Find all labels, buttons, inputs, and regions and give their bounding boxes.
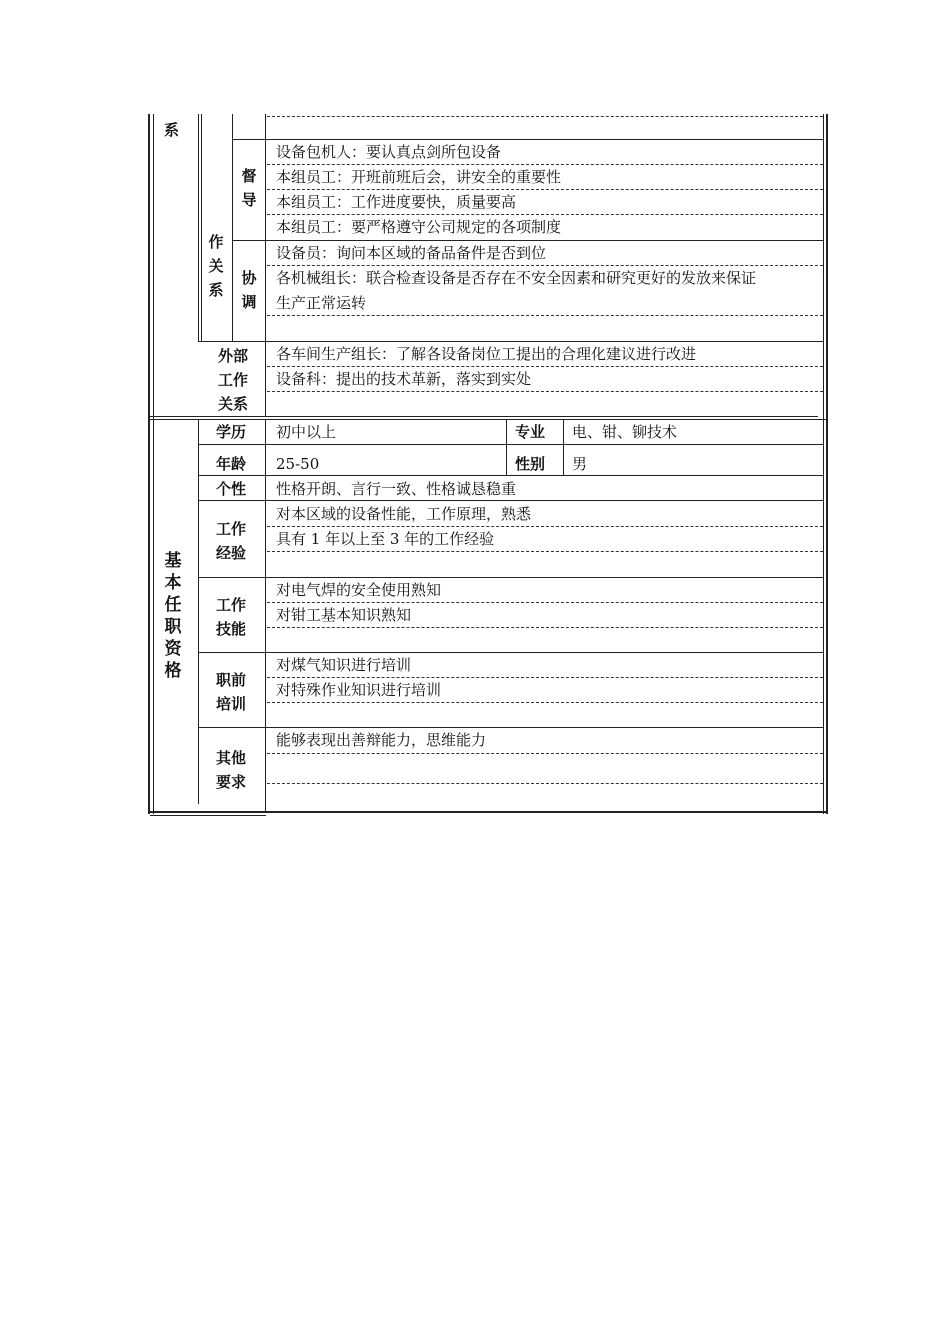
training-label: 职前 培训 — [216, 671, 247, 713]
section-label-qualifications: 基 本 任 职 资 格 — [164, 551, 182, 681]
age-value: 25-50 — [276, 455, 320, 473]
external-item: 各车间生产组长：了解各设备岗位工提出的合理化建议进行改进 — [276, 345, 697, 363]
supervise-item: 本组员工：开班前班后会，讲安全的重要性 — [276, 168, 562, 186]
section-label-relations: 系 — [164, 121, 180, 139]
major-value: 电、钳、铆技术 — [572, 423, 678, 441]
inner-relations-label: 作 关 系 — [208, 233, 224, 299]
other-requirements-label: 其他 要求 — [216, 749, 247, 791]
coordinate-label: 协 调 — [241, 269, 257, 311]
skills-item: 对电气焊的安全使用熟知 — [276, 581, 442, 599]
external-label: 外部 工作 关系 — [217, 347, 248, 413]
training-item: 对特殊作业知识进行培训 — [276, 681, 442, 699]
coordinate-item: 各机械组长：联合检查设备是否存在不安全因素和研究更好的发放来保证 — [276, 269, 757, 287]
skills-label: 工作 技能 — [216, 596, 247, 638]
age-label: 年龄 — [216, 455, 247, 473]
education-value: 初中以上 — [276, 423, 337, 441]
supervise-item: 本组员工：要严格遵守公司规定的各项制度 — [276, 218, 562, 236]
training-item: 对煤气知识进行培训 — [276, 656, 412, 674]
coordinate-item: 设备员：询问本区域的备品备件是否到位 — [276, 244, 547, 262]
supervise-item: 本组员工：工作进度要快，质量要高 — [276, 193, 517, 211]
supervise-item: 设备包机人：要认真点剑所包设备 — [276, 143, 502, 161]
coordinate-item: 生产正常运转 — [276, 294, 367, 312]
gender-value: 男 — [572, 455, 588, 473]
personality-label: 个性 — [216, 480, 247, 498]
experience-item: 对本区域的设备性能，工作原理，熟悉 — [276, 505, 532, 523]
other-requirements-item: 能够表现出善辩能力，思维能力 — [276, 731, 487, 749]
supervise-label: 督 导 — [241, 167, 257, 209]
experience-item: 具有 1 年以上至 3 年的工作经验 — [276, 530, 495, 548]
major-label: 专业 — [515, 423, 546, 441]
personality-value: 性格开朗、言行一致、性格诚恳稳重 — [276, 480, 517, 498]
external-item: 设备科：提出的技术革新，落实到实处 — [276, 370, 532, 388]
education-label: 学历 — [216, 423, 247, 441]
gender-label: 性别 — [515, 455, 546, 473]
skills-item: 对钳工基本知识熟知 — [276, 606, 412, 624]
experience-label: 工作 经验 — [216, 520, 247, 562]
